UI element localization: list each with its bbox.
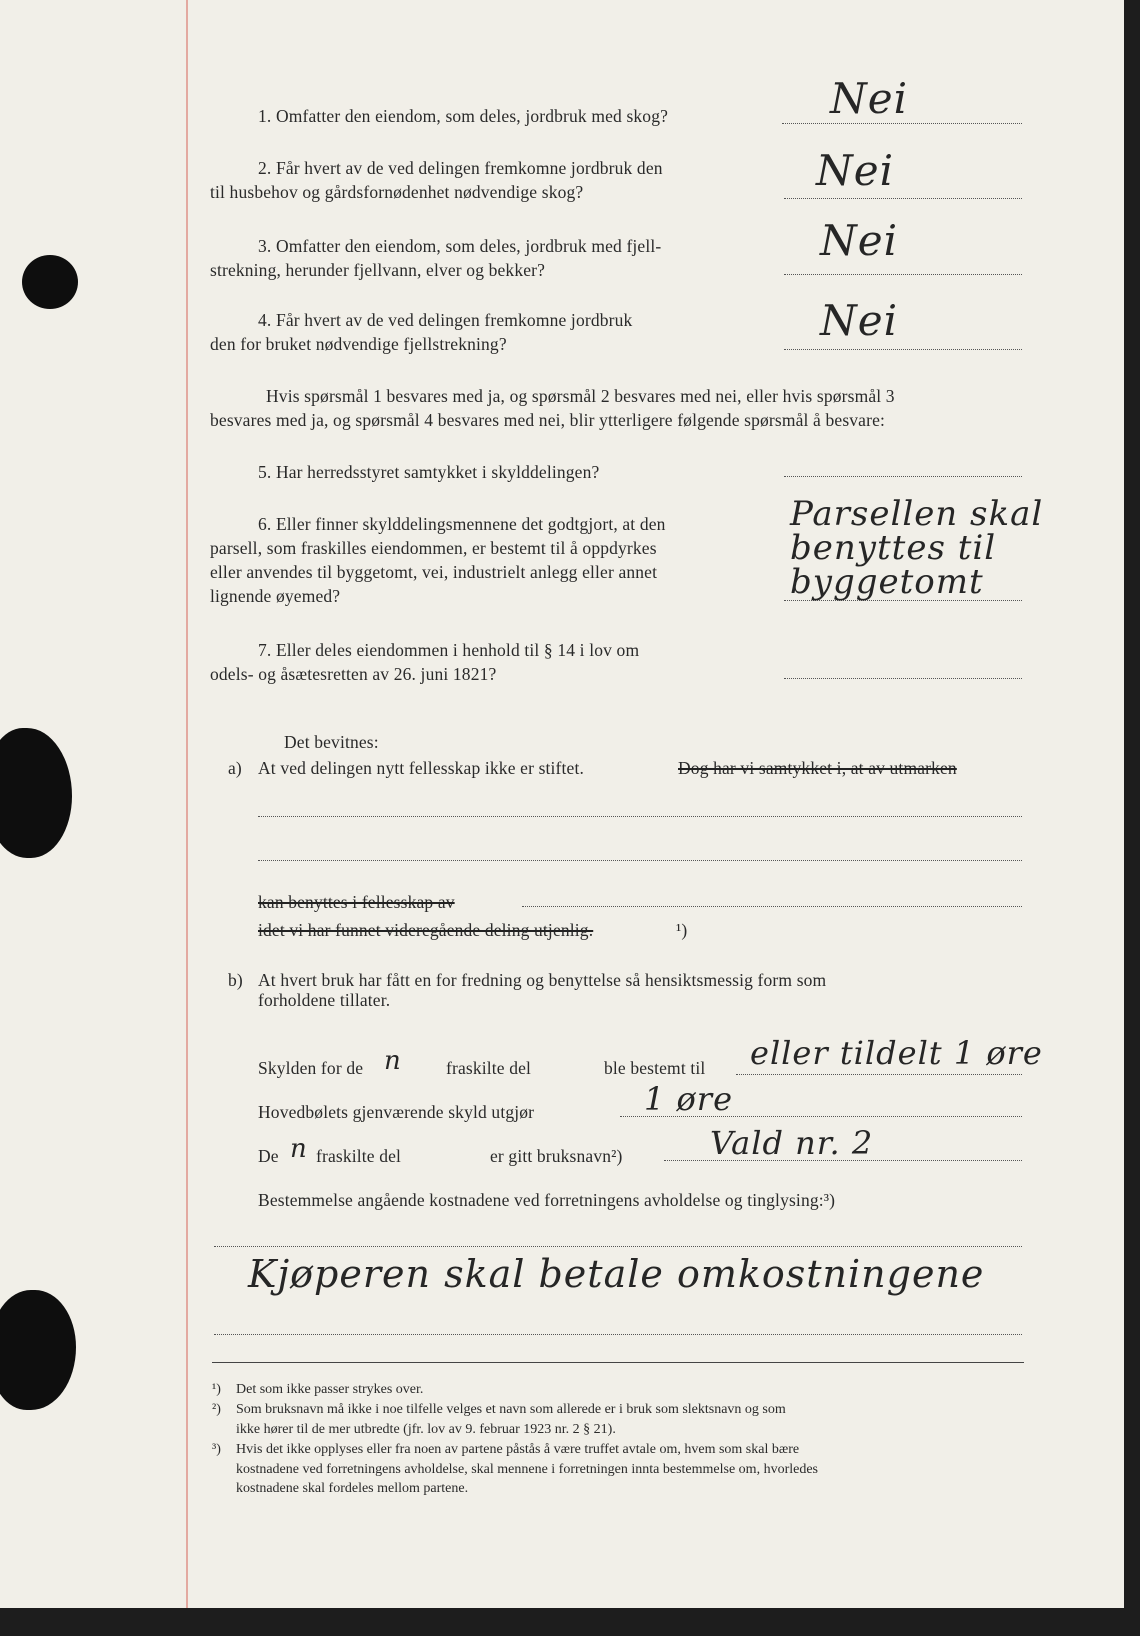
footnote-3-text-2: kostnadene ved forretningens avholdelse, skal mennene i forretningen innta bestemmelse om, hvorledes: [236, 1461, 818, 1477]
kostnader-line-1: [214, 1246, 1022, 1247]
answer-line-2: [784, 198, 1022, 199]
kostnader-line-2: [214, 1334, 1022, 1335]
answer-6-line-3: byggetomt: [790, 562, 984, 602]
item-b-text-1: At hvert bruk har fått en for fredning og benyttelse så hensiktsmessig form som: [258, 970, 827, 990]
question-5: 5. Har herredsstyret samtykket i skylddelingen?: [258, 462, 600, 482]
question-4-line-2: den for bruket nødvendige fjellstrekning?: [210, 334, 507, 354]
item-a-blank-line-1: [258, 816, 1022, 817]
footnote-rule: [212, 1362, 1024, 1363]
punch-hole-middle: [0, 728, 72, 858]
answer-line-7: [784, 678, 1022, 679]
answer-line-3: [784, 274, 1022, 275]
certification-heading: Det bevitnes:: [284, 732, 379, 752]
kostnader-value: Kjøperen skal betale omkostningene: [248, 1252, 985, 1296]
punch-hole-bottom: [0, 1290, 76, 1410]
bruksnavn-insert: n: [290, 1134, 308, 1164]
skylden-label-post: ble bestemt til: [604, 1058, 706, 1078]
skylden-insert: n: [384, 1046, 402, 1076]
footnote-2-text-2: ikke hører til de mer utbredte (jfr. lov av 9. februar 1923 nr. 2 § 21).: [236, 1421, 616, 1437]
bruksnavn-label-mid: fraskilte del: [316, 1146, 402, 1166]
hovedbol-value: 1 øre: [644, 1080, 734, 1118]
question-3-line-1: 3. Omfatter den eiendom, som deles, jordbruk med fjell-: [258, 236, 662, 256]
item-a-label: a): [228, 758, 242, 778]
answer-line-5: [784, 476, 1022, 477]
answer-2: Nei: [816, 146, 895, 195]
item-b-text-2: forholdene tillater.: [258, 990, 391, 1010]
bruksnavn-label-pre: De: [258, 1146, 279, 1166]
answer-6-line-1: Parsellen skal: [790, 494, 1044, 534]
question-6-line-2: parsell, som fraskilles eiendommen, er bestemt til å oppdyrkes: [210, 538, 657, 558]
footnote-3-text-1: Hvis det ikke opplyses eller fra noen av partene påstås å være truffet avtale om, hvem som skal bære: [236, 1442, 800, 1457]
margin-rule: [186, 0, 188, 1608]
question-6-line-1: 6. Eller finner skylddelingsmennene det godtgjort, at den: [258, 514, 666, 534]
question-2-line-2: til husbehov og gårdsfornødenhet nødvendige skog?: [210, 182, 584, 202]
skylden-value: eller tildelt 1 øre: [750, 1034, 1043, 1072]
footnote-3-number: ³): [212, 1442, 221, 1457]
question-1: 1. Omfatter den eiendom, som deles, jordbruk med skog?: [258, 106, 669, 126]
skylden-label-pre: Skylden for de: [258, 1058, 364, 1078]
bruksnavn-label-post: er gitt bruksnavn²): [490, 1146, 623, 1166]
item-b-label: b): [228, 970, 243, 990]
item-a-blank-line-3: [522, 906, 1022, 907]
hovedbol-label: Hovedbølets gjenværende skyld utgjør: [258, 1102, 535, 1122]
footnote-2-text-1: Som bruksnavn må ikke i noe tilfelle velges et navn som allerede er i bruk som slektsnavn og som: [236, 1402, 786, 1417]
question-7-line-2: odels- og åsætesretten av 26. juni 1821?: [210, 664, 497, 684]
footnote-1-number: ¹): [212, 1382, 221, 1397]
skylden-value-line: [736, 1074, 1022, 1075]
question-6-line-3: eller anvendes til byggetomt, vei, industrielt anlegg eller annet: [210, 562, 658, 582]
item-a-struck-text-2: kan benyttes i fellesskap av: [258, 892, 455, 912]
punch-hole-top: [22, 255, 78, 309]
question-2-line-1: 2. Får hvert av de ved delingen fremkomne jordbruk den: [258, 158, 663, 178]
kostnader-label: Bestemmelse angående kostnadene ved forretningens avholdelse og tinglysing:³): [258, 1190, 836, 1210]
question-4-line-1: 4. Får hvert av de ved delingen fremkomne jordbruk: [258, 310, 633, 330]
footnote-3: [212, 1440, 1024, 1499]
question-6-line-4: lignende øyemed?: [210, 586, 341, 606]
answer-3: Nei: [820, 216, 899, 265]
item-a-struck-text-3: idet vi har funnet videregående deling utjenlig.: [258, 920, 594, 940]
answer-1: Nei: [830, 74, 909, 123]
conditional-intro-line-2: besvares med ja, og spørsmål 4 besvares med nei, blir ytterligere følgende spørsmål å besvare:: [210, 410, 885, 430]
item-a-text: At ved delingen nytt fellesskap ikke er stiftet.: [258, 758, 585, 778]
answer-4: Nei: [820, 296, 899, 345]
item-a-footnote-ref: ¹): [676, 920, 688, 940]
footnote-1-text: Det som ikke passer strykes over.: [236, 1382, 424, 1397]
question-7-line-1: 7. Eller deles eiendommen i henhold til § 14 i lov om: [258, 640, 640, 660]
answer-line-1: [782, 123, 1022, 124]
footnote-2: [212, 1400, 1024, 1439]
question-3-line-2: strekning, herunder fjellvann, elver og bekker?: [210, 260, 546, 280]
item-a-blank-line-2: [258, 860, 1022, 861]
conditional-intro-line-1: Hvis spørsmål 1 besvares med ja, og spørsmål 2 besvares med nei, eller hvis spørsmål 3: [266, 386, 895, 406]
skylden-label-mid: fraskilte del: [446, 1058, 532, 1078]
answer-line-4: [784, 349, 1022, 350]
item-a-struck-text: Dog har vi samtykket i, at av utmarken: [678, 758, 957, 778]
footnote-2-number: ²): [212, 1402, 221, 1417]
answer-6-line-2: benyttes til: [790, 528, 997, 568]
footnote-3-text-3: kostnadene skal fordeles mellom partene.: [236, 1481, 469, 1496]
footnote-1: [212, 1380, 1024, 1400]
bruksnavn-value: Vald nr. 2: [710, 1124, 874, 1162]
